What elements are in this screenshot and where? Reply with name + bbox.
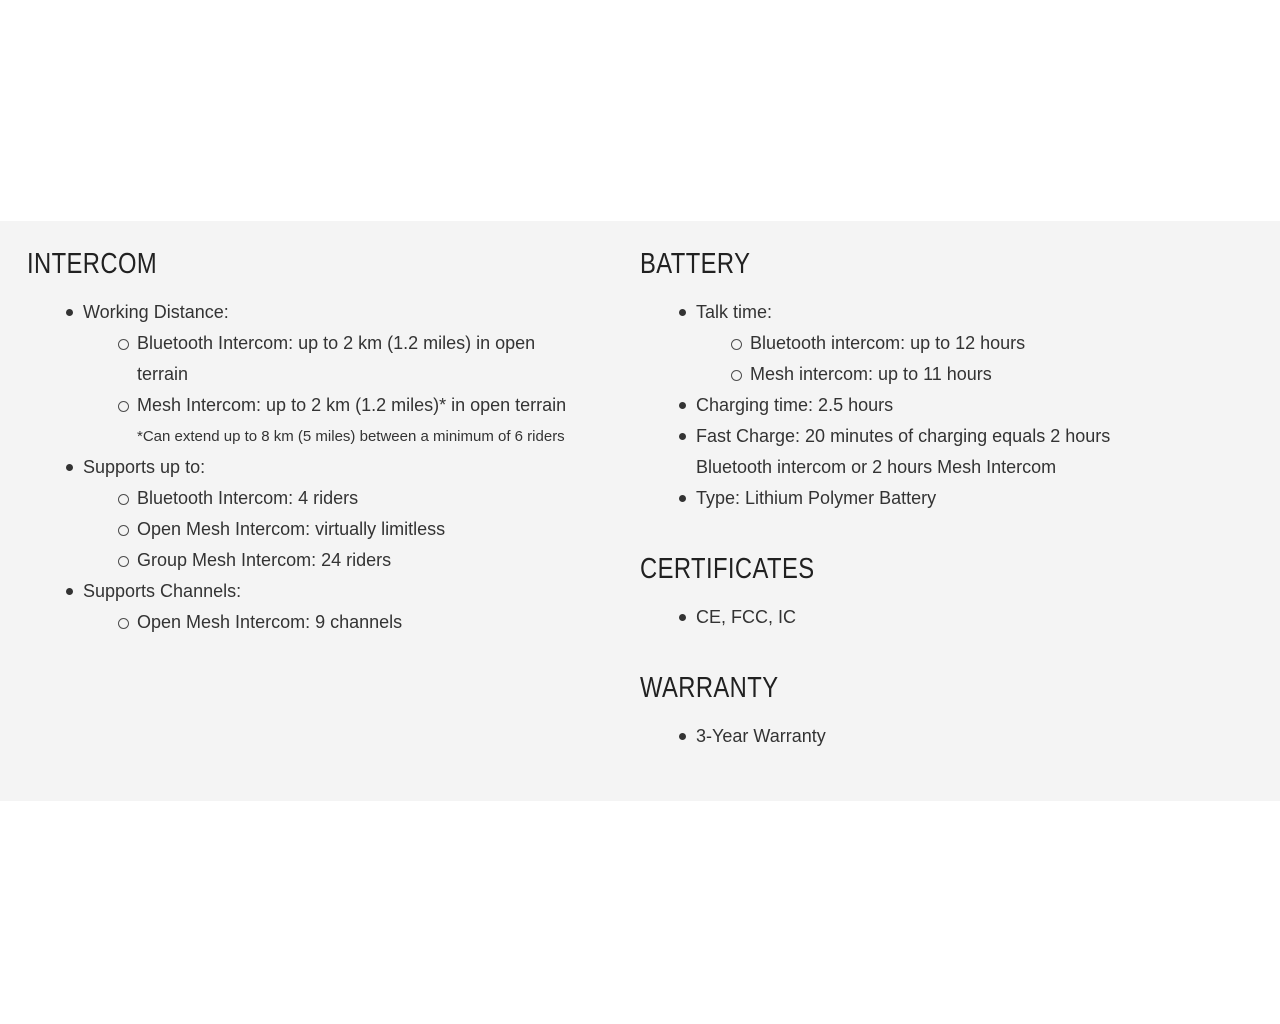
- spec-subitem: Group Mesh Intercom: 24 riders: [137, 545, 567, 576]
- spec-item: [83, 452, 640, 576]
- spec-subitem: Bluetooth Intercom: up to 2 km (1.2 miles) in open terrain: [137, 328, 567, 390]
- spec-item-label: Talk time:: [696, 302, 773, 322]
- spec-grid: [27, 247, 1253, 752]
- spec-column-right: [640, 247, 1253, 752]
- spec-subitem: Mesh Intercom: up to 2 km (1.2 miles)* in open terrain: [137, 390, 567, 421]
- spec-subitem: Open Mesh Intercom: 9 channels: [137, 607, 567, 638]
- intercom-list: [27, 297, 640, 638]
- spec-item: CE, FCC, IC: [696, 602, 1151, 633]
- section-heading-battery: BATTERY: [640, 248, 751, 280]
- spec-item: 3-Year Warranty: [696, 721, 1151, 752]
- spec-item: [83, 297, 640, 452]
- section-heading-certificates: CERTIFICATES: [640, 553, 815, 585]
- spec-sublist: [83, 328, 640, 421]
- section-heading-warranty: WARRANTY: [640, 672, 779, 704]
- footnote: *Can extend up to 8 km (5 miles) between a minimum of 6 riders: [137, 428, 565, 445]
- spec-item-label: Supports up to:: [83, 457, 206, 477]
- spec-subitem: Bluetooth Intercom: 4 riders: [137, 483, 567, 514]
- section-intercom: [27, 247, 640, 638]
- spec-sublist: [83, 483, 640, 576]
- spec-panel: [0, 221, 1280, 801]
- spec-subitem: Mesh intercom: up to 11 hours: [750, 359, 1151, 390]
- spec-item-label: Working Distance:: [83, 302, 229, 322]
- spec-item: [696, 297, 1151, 390]
- spec-sublist: [83, 607, 640, 638]
- spec-column-left: [27, 247, 640, 638]
- spec-subitem: Bluetooth intercom: up to 12 hours: [750, 328, 1151, 359]
- warranty-list: [640, 721, 1253, 752]
- spec-item: Type: Lithium Polymer Battery: [696, 483, 1151, 514]
- spec-subitem: Open Mesh Intercom: virtually limitless: [137, 514, 567, 545]
- section-heading-intercom: INTERCOM: [27, 248, 158, 280]
- section-warranty: [640, 671, 1253, 752]
- spec-item: Fast Charge: 20 minutes of charging equals 2 hours Bluetooth intercom or 2 hours Mesh Intercom: [696, 421, 1151, 483]
- spec-sublist: [696, 328, 1151, 390]
- spec-item: Charging time: 2.5 hours: [696, 390, 1151, 421]
- certificates-list: [640, 602, 1253, 633]
- battery-list: [640, 297, 1253, 514]
- spec-item: [83, 576, 640, 638]
- section-certificates: [640, 552, 1253, 633]
- spec-item-label: Supports Channels:: [83, 581, 242, 601]
- section-battery: [640, 247, 1253, 514]
